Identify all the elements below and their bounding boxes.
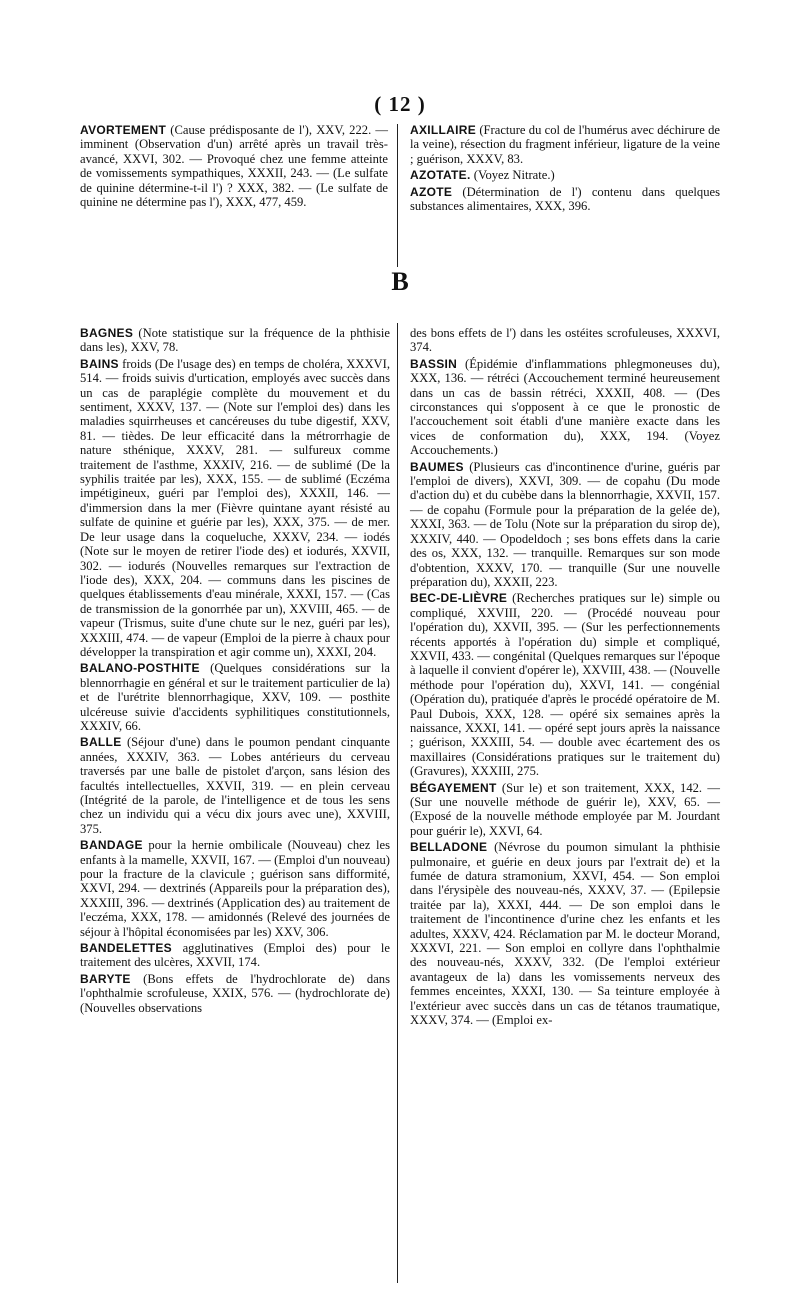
index-entry	[80, 326, 390, 355]
entry-text: (Détermination de l') contenu dans quelques substances alimentaires, XXX, 396.	[410, 184, 720, 214]
index-entry	[80, 123, 388, 209]
entry-text: (Sur le) et son traitement, XXX, 142. — (Sur une nouvelle méthode de guérir le), XXV, 65. — (Exposé de la nouvelle méthode employée par M. Jourdant pour guérir le), XXVI, 64.	[410, 780, 720, 838]
top-right-column	[410, 123, 720, 215]
entry-text: (Voyez Nitrate.)	[470, 168, 555, 183]
entry-text: (Bons effets de l'hydrochlorate de) dans l'ophthalmie scrofuleuse, XXIX, 576. — (hydrochlorate de) (Nouvelles observations	[80, 971, 390, 1015]
entry-text: pour la hernie ombilicale (Nouveau) chez les enfants à la mamelle, XXVII, 167. — (Emploi d'un nouveau) pour la fracture de la clavicule ; guérison sans difformité, XXVI, 294. — dextrinés (Appareils pour la préparation des), XXXIII, 396. — dextrinés (Application des) au traitement de l'eczéma, XXX, 178. — amidonnés (Relevé des journées de séjour à l'hôpital économisées par les) XXV, 306.	[80, 838, 390, 939]
entry-text: (Épidémie d'inflammations phlegmoneuses du), XXX, 136. — rétréci (Accouchement terminé heureusement dans un cas de bassin rétréci, XXXII, 408. — (Des circonstances qui s'opposent à ce que le pronostic de l'accouchement soit établi d'une manière exacte dans les vices de conformation du), XXX, 194. (Voyez Accouchements.)	[410, 356, 720, 458]
index-entry	[410, 326, 720, 355]
column-rule-top	[397, 124, 398, 267]
index-entry	[80, 972, 390, 1015]
entry-text: (Fracture du col de l'humérus avec déchirure de la veine), résection du fragment inférieur, ligature de la veine ; guérison, XXXV, 83.	[410, 123, 720, 166]
index-entry	[80, 661, 390, 733]
entry-text: (Quelques considérations sur la blennorrhagie en général et sur le traitement particulier de la) et de l'urétrite blennorrhagique, XXV, 109. — posthite ulcéreuse suivie d'accidents syphilitiques constitutionnels, XXXIV, 66.	[80, 661, 390, 733]
section-letter: B	[391, 267, 409, 296]
entry-headword: BAINS	[80, 356, 119, 371]
index-entry	[80, 735, 390, 836]
entry-headword: AZOTE	[410, 184, 453, 199]
top-left-column	[80, 123, 388, 211]
entry-headword: BANDELETTES	[80, 941, 172, 956]
entry-text: (Cause prédisposante de l'), XXV, 222. — imminent (Observation d'un) arrêté après un travail très-avancé, XXVI, 302. — Provoqué chez une femme atteinte de vomissements sympathiques, XXXII, 243. — (Le sulfate de quinine détermine-t-il l') ? XXX, 382. — (Le sulfate de quinine ne détermine pas l'), XXX, 477, 459.	[80, 123, 388, 210]
index-entry	[80, 941, 390, 970]
entry-headword: BEC-DE-LIÈVRE	[410, 591, 508, 606]
entry-headword: BARYTE	[80, 971, 131, 986]
index-entry	[410, 591, 720, 778]
entry-headword: BANDAGE	[80, 838, 143, 853]
entry-headword: BASSIN	[410, 356, 458, 371]
index-entry	[80, 838, 390, 939]
index-entry	[410, 123, 720, 166]
entry-headword: BÉGAYEMENT	[410, 780, 497, 795]
entry-headword: AZOTATE.	[410, 168, 471, 183]
index-entry	[410, 840, 720, 1027]
b-right-column	[410, 326, 720, 1030]
entry-text: (Plusieurs cas d'incontinence d'urine, guéris par l'emploi de divers), XXVI, 309. — de copahu (Du mode d'action du) et du cubèbe dans la blennorrhagie, XXVII, 157. — de copahu (Formule pour la préparation de la gelée de), XXXI, 363. — de Tolu (Note sur la préparation du sirop de), XXXIV, 440. — Opodeldoch ; ses bons effets dans la carie des os, XXX, 132. — tranquille. Remarques sur son mode d'obtention, XXXV, 170. — tranquille (Sur une nouvelle préparation du), XXXII, 223.	[410, 459, 720, 589]
index-entry	[410, 185, 720, 214]
index-entry	[80, 357, 390, 660]
entry-headword: BAUMES	[410, 459, 464, 474]
entry-headword: AXILLAIRE	[410, 123, 477, 137]
column-rule-bottom	[397, 323, 398, 1283]
entry-text: des bons effets de l') dans les ostéites scrofuleuses, XXXVI, 374.	[410, 326, 720, 355]
entry-text: (Séjour d'une) dans le poumon pendant cinquante années, XXXIV, 363. — Lobes antérieurs du cerveau traversés par une balle de pistolet d'arçon, sans lésion des facultés intellectuelles, XXVII, 319. — en plein cerveau (Intégrité de la parole, de l'intelligence et de tous les sens chez un individu qui a vécu dix jours avec une), XXVIII, 375.	[80, 735, 390, 836]
entry-headword: BALANO-POSTHITE	[80, 661, 200, 676]
entry-text: (Névrose du poumon simulant la phthisie pulmonaire, et guérie en deux jours par l'extrait de) et la fumée de datura stramonium, XXVI, 454. — Son emploi dans l'érysipèle des nouveau-nés, XXXV, 37. — (Epilepsie traitée par la), XXXI, 444. — De son emploi dans le traitement de l'incontinence d'urine chez les enfants et les adultes, XXXV, 424. Réclamation par M. le docteur Morand, XXXVI, 221. — Son emploi en collyre dans l'ophthalmie des nouveau-nés, XXXV, 332. (De l'emploi extérieur avantageux de la) dans les vomissements nerveux des femmes enceintes, XXXI, 130. — Sa teinture employée à l'extérieur avec succès dans un cas de tétanos traumatique, XXXV, 374. — (Emploi ex-	[410, 840, 720, 1028]
entry-text: (Note statistique sur la fréquence de la phthisie dans les), XXV, 78.	[80, 326, 390, 355]
entry-text: (Recherches pratiques sur le) simple ou compliqué, XXVIII, 220. — (Procédé nouveau pour l'opération du), XXVII, 395. — (Sur les perfectionnements récents apportés à l'opération du) simple et compliqué, XXVII, 433. — congénital (Quelques remarques sur l'époque à laquelle il convient d'opérer le), XXVIII, 438. — (Nouvelle méthode pour l'opération du), XXVI, 141. — congénial (Opération du), pratiquée d'après le procédé opératoire de M. Paul Dubois, XXX, 128. — opéré six semaines après la naissance, XXXI, 141. — opéré sept jours après la naissance ; guérison, XXXIII, 54. — double avec écartement des os maxillaires (Considérations pratiques sur le traitement du) (Gravures), XXXIII, 275.	[410, 591, 720, 779]
entry-headword: BAGNES	[80, 326, 134, 340]
index-entry	[410, 357, 720, 458]
index-entry	[410, 460, 720, 590]
index-entry	[410, 168, 720, 182]
index-entry	[410, 781, 720, 839]
b-left-column	[80, 326, 390, 1017]
entry-headword: BALLE	[80, 735, 122, 750]
page-number: ( 12 )	[374, 92, 426, 116]
entry-headword: AVORTEMENT	[80, 123, 167, 137]
entry-text: froids (De l'usage des) en temps de choléra, XXXVI, 514. — froids suivis d'urtication, employés avec succès dans un cas de paraplégie complète du mouvement et du sentiment, XXXV, 137. — (Note sur l'emploi des) dans les maladies squirrheuses et cancéreuses du tube digestif, XXV, 81. — tièdes. De leur efficacité dans la métrorrhagie de nature sthénique, XXXV, 281. — sulfureux comme traitement de l'asthme, XXXIV, 216. — de sublimé (De la syphilis traitée par les), XXX, 155. — de sublimé (Eczéma impétigineux, guéri par l'emploi des), XXXII, 146. — d'immersion dans la mer (Fièvre quintane ayant résisté au sulfate de quinine et guérie par les), XXX, 375. — de mer. De leur usage dans la coqueluche, XXXV, 234. — iodés (Note sur le moyen de retirer l'iode des) et iodurés, XXVII, 302. — iodurés (Nouvelles remarques sur l'extraction de l'iode des), XXX, 204. — communs dans les piscines de quelques établissements d'eau minérale, XXXI, 157. — (Cas de transmission de la gonorrhée par un), XXVIII, 465. — de vapeur (Trismus, suite d'une chute sur le nez, guéri par les), XXXIII, 474. — de vapeur (Emploi de la pierre à chaux pour développer la transpiration et agir comme un), XXXI, 204.	[80, 356, 390, 659]
entry-headword: BELLADONE	[410, 840, 488, 855]
entry-text: agglutinatives (Emploi des) pour le traitement des ulcères, XXVII, 174.	[80, 941, 390, 970]
